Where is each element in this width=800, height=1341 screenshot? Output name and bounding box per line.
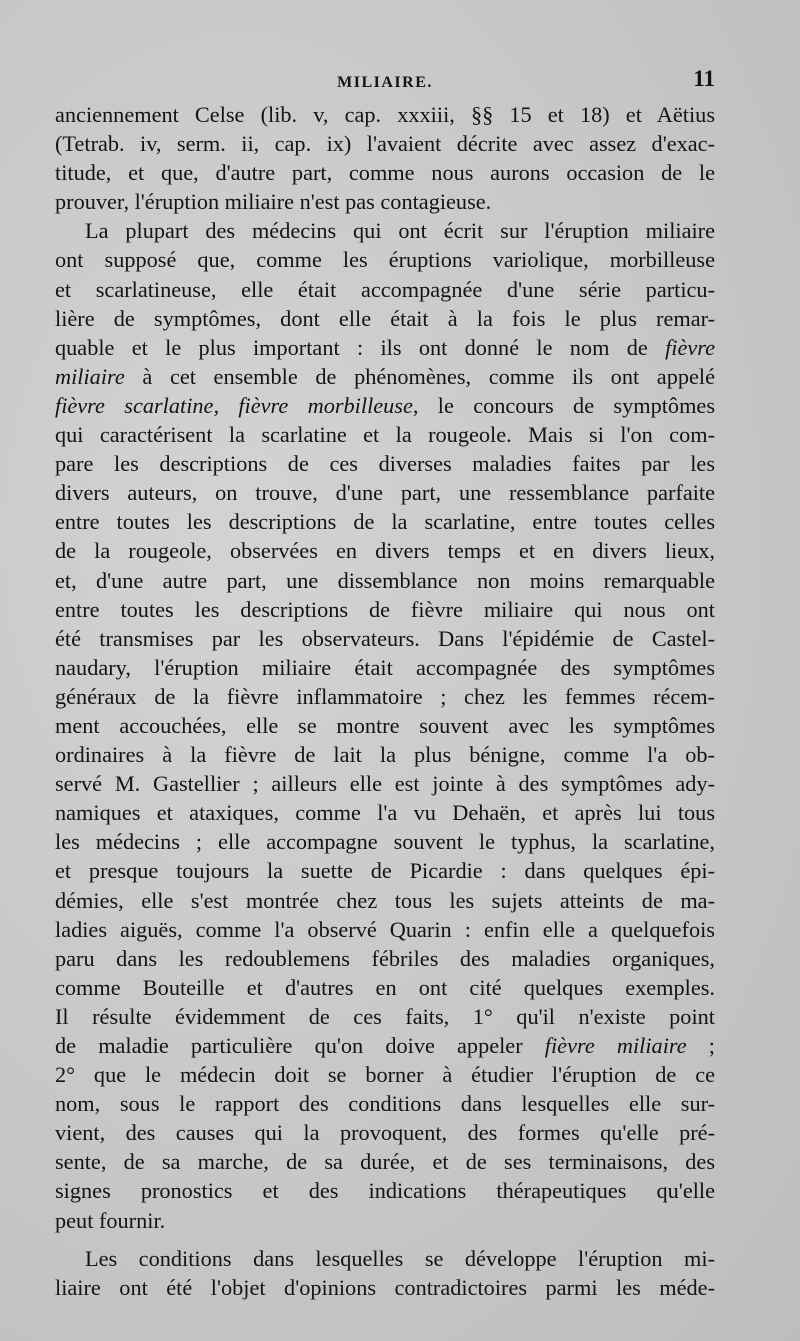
text-line: ont supposé que, comme les éruptions variolique, morbilleuse (55, 247, 715, 273)
text-line: qui caractérisent la scarlatine et la rougeole. Mais si l'on com- (55, 422, 715, 448)
text-line: de la rougeole, observées en divers temps et en divers lieux, (55, 538, 715, 564)
text-line: servé M. Gastellier ; ailleurs elle est jointe à des symptômes ady- (55, 771, 715, 797)
book-page (55, 64, 715, 1302)
text-line: Il résulte évidemment de ces faits, 1° qu'il n'existe point (55, 1003, 715, 1029)
text-line: pare les descriptions de ces diverses maladies faites par les (55, 451, 715, 477)
text-line: entre toutes les descriptions de fièvre miliaire qui nous ont (55, 596, 715, 622)
text-line: lière de symptômes, dont elle était à la fois le plus remar- (55, 305, 715, 331)
paragraph (55, 216, 715, 1234)
text-line: naudary, l'éruption miliaire était accompagnée des symptômes (55, 654, 715, 680)
italic-term: fièvre (665, 334, 715, 360)
running-title: MILIAIRE. (337, 74, 433, 91)
body-text (55, 100, 715, 1302)
paragraph-gap (55, 1235, 715, 1244)
text-line: liaire ont été l'objet d'opinions contradictoires parmi les méde- (55, 1274, 715, 1300)
text-line: divers auteurs, on trouve, d'une part, une ressemblance parfaite (55, 480, 715, 506)
text-line: miliaire à cet ensemble de phénomènes, comme ils ont appelé (55, 363, 715, 389)
text-line: sente, de sa marche, de sa durée, et de ses terminaisons, des (55, 1149, 715, 1175)
text-line: ordinaires à la fièvre de lait la plus bénigne, comme l'a ob- (55, 742, 715, 768)
text-line: namiques et ataxiques, comme l'a vu Dehaën, et après lui tous (55, 800, 715, 826)
text-line: 2° que le médecin doit se borner à étudier l'éruption de ce (55, 1062, 715, 1088)
text-line: Les conditions dans lesquelles se développe l'éruption mi- (85, 1245, 715, 1271)
text-line: peut fournir. (55, 1207, 166, 1233)
text-line: les médecins ; elle accompagne souvent le typhus, la scarlatine, (55, 829, 715, 855)
text-line: de maladie particulière qu'on doive appeler fièvre miliaire ; (55, 1033, 715, 1058)
text-line: ladies aiguës, comme l'a observé Quarin : enfin elle a quelquefois (55, 916, 715, 942)
text-line: généraux de la fièvre inflammatoire ; chez les femmes récem- (55, 683, 715, 709)
italic-term: miliaire (55, 363, 125, 389)
text-line: anciennement Celse (lib. v, cap. xxxiii, §§ 15 et 18) et Aëtius (55, 102, 715, 127)
text-line: nom, sous le rapport des conditions dans lesquelles elle sur- (55, 1091, 715, 1117)
text-line: été transmises par les observateurs. Dans l'épidémie de Castel- (55, 625, 715, 651)
text-line: fièvre scarlatine, fièvre morbilleuse, le concours de symptômes (55, 392, 715, 418)
text-line: ment accouchées, elle se montre souvent avec les symptômes (55, 712, 715, 738)
text-line: titude, et que, d'autre part, comme nous aurons occasion de le (55, 160, 715, 186)
paragraph (55, 100, 715, 216)
text-line: vient, des causes qui la provoquent, des formes qu'elle pré- (55, 1120, 715, 1146)
text-line: La plupart des médecins qui ont écrit sur l'éruption miliaire (85, 218, 715, 244)
text-line: et, d'une autre part, une dissemblance non moins remarquable (55, 567, 715, 593)
text-line: paru dans les redoublemens fébriles des maladies organiques, (55, 945, 715, 971)
text-line: démies, elle s'est montrée chez tous les sujets atteints de ma- (55, 887, 715, 913)
italic-term: fièvre miliaire (544, 1033, 687, 1058)
text-line: et scarlatineuse, elle était accompagnée d'une série particu- (55, 276, 715, 302)
running-head (55, 64, 715, 100)
paragraph (55, 1244, 715, 1302)
text-line: comme Bouteille et d'autres en ont cité quelques exemples. (55, 974, 715, 1000)
text-line: entre toutes les descriptions de la scarlatine, entre toutes celles (55, 509, 715, 535)
text-line: (Tetrab. iv, serm. ii, cap. ix) l'avaient décrite avec assez d'exac- (55, 131, 715, 157)
text-line: signes pronostics et des indications thérapeutiques qu'elle (55, 1178, 715, 1204)
text-line: et presque toujours la suette de Picardie : dans quelques épi- (55, 858, 715, 884)
italic-term: fièvre scarlatine, fièvre morbilleuse (55, 392, 413, 418)
text-line: quable et le plus important : ils ont donné le nom de fièvre (55, 334, 715, 360)
page-number: 11 (693, 66, 715, 91)
text-line: prouver, l'éruption miliaire n'est pas contagieuse. (55, 189, 492, 215)
